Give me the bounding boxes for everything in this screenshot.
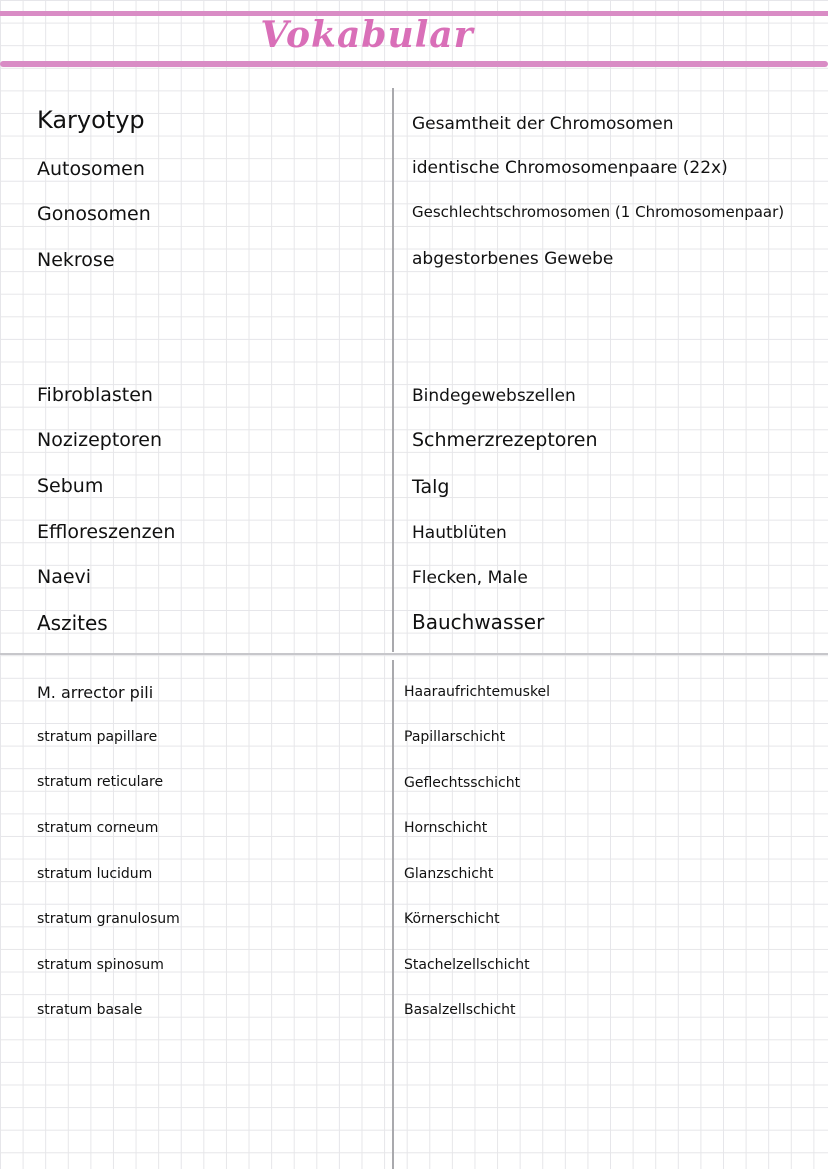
definition: Papillarschicht — [404, 729, 506, 745]
definition: Bindegewebszellen — [412, 386, 576, 406]
term: Effloreszenzen — [37, 521, 176, 543]
definition: Haaraufrichtemuskel — [404, 684, 551, 700]
definition: Geschlechtschromosomen (1 Chromosomenpaar) — [412, 203, 785, 221]
term: Naevi — [37, 566, 92, 588]
definition: Hornschicht — [404, 820, 488, 836]
definition: Glanzschicht — [404, 866, 494, 882]
term: stratum granulosum — [37, 911, 180, 927]
definition: Geflechtsschicht — [404, 775, 521, 791]
definition: abgestorbenes Gewebe — [412, 249, 614, 269]
definition: Stachelzellschicht — [404, 957, 530, 973]
term: Aszites — [37, 611, 108, 635]
term: M. arrector pili — [37, 683, 154, 702]
term: stratum basale — [37, 1002, 143, 1018]
column-divider-upper — [392, 88, 394, 652]
term: Autosomen — [37, 158, 145, 180]
title-underline — [0, 61, 828, 67]
section-divider — [0, 653, 828, 655]
column-divider-lower — [392, 660, 394, 1169]
term: Nozizeptoren — [37, 429, 163, 451]
term: stratum papillare — [37, 729, 158, 745]
term: Gonosomen — [37, 203, 151, 225]
definition: Bauchwasser — [412, 610, 545, 634]
page-title: Vokabular — [260, 14, 474, 56]
definition: Flecken, Male — [412, 568, 528, 588]
definition: Körnerschicht — [404, 911, 500, 927]
term: Fibroblasten — [37, 384, 153, 406]
definition: Talg — [412, 476, 450, 498]
definition: Gesamtheit der Chromosomen — [412, 114, 674, 134]
term: stratum spinosum — [37, 957, 164, 973]
definition: Basalzellschicht — [404, 1002, 516, 1018]
definition: Hautblüten — [412, 523, 507, 543]
term: stratum lucidum — [37, 866, 153, 882]
term: Nekrose — [37, 249, 115, 271]
term: Sebum — [37, 475, 104, 497]
term: stratum reticulare — [37, 774, 164, 790]
definition: identische Chromosomenpaare (22x) — [412, 158, 728, 178]
definition: Schmerzrezeptoren — [412, 429, 598, 451]
term: stratum corneum — [37, 820, 159, 836]
term: Karyotyp — [37, 106, 145, 134]
